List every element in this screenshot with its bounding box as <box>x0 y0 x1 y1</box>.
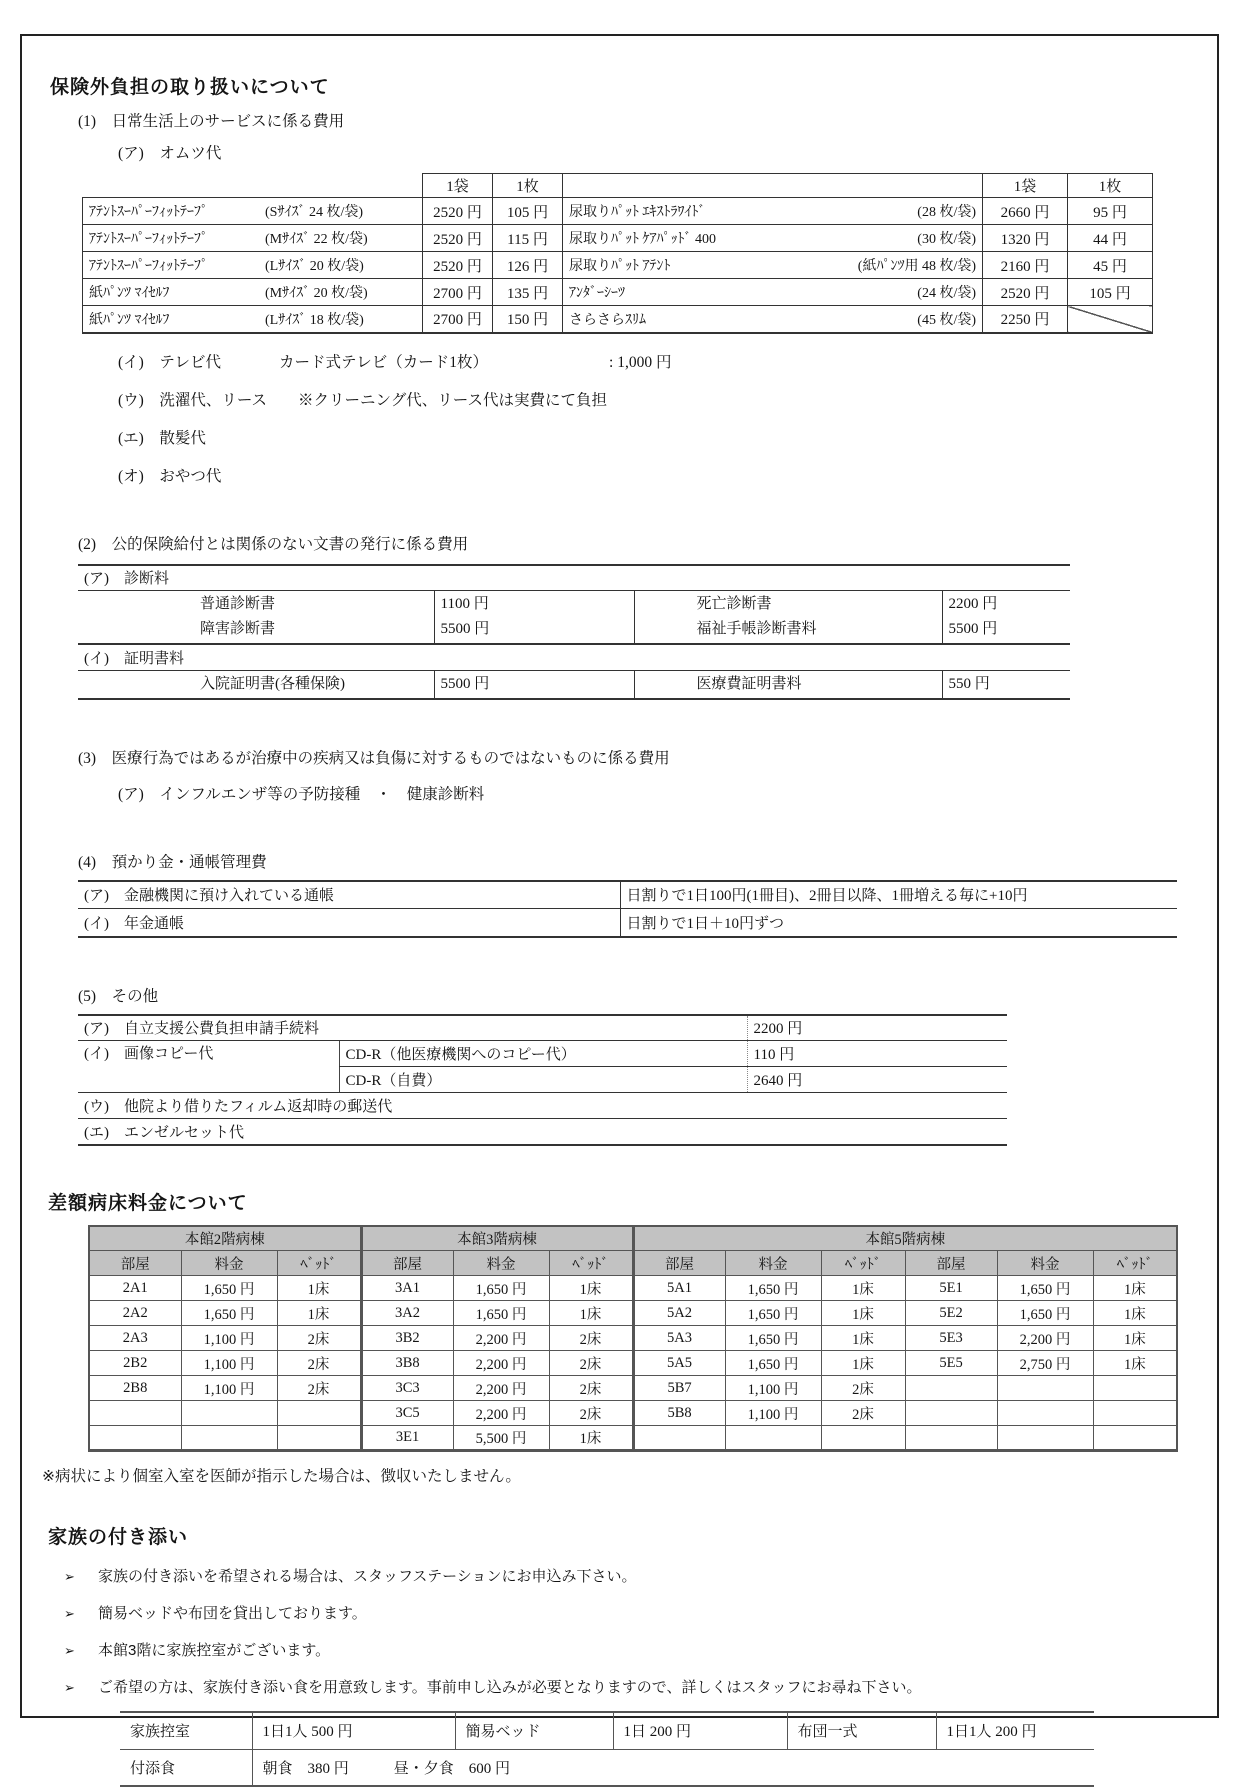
arrow-bullet-icon: ➢ <box>64 1606 75 1621</box>
bed: 1床 <box>549 1301 633 1326</box>
snack-fee-line: (オ) おやつ代 <box>118 467 222 485</box>
bed: 1床 <box>1093 1351 1177 1376</box>
price: 105 円 <box>493 198 563 225</box>
bed: 2床 <box>549 1326 633 1351</box>
bed: 2床 <box>549 1351 633 1376</box>
room: 5A2 <box>633 1301 725 1326</box>
fee <box>725 1426 821 1451</box>
table-row <box>78 1041 1007 1067</box>
item: 尿取りﾊﾟｯﾄ ｱﾃﾝﾄ (紙ﾊﾟﾝﾂ用 48 枚/袋) <box>563 252 983 279</box>
item: 入院証明書(各種保険) <box>78 670 434 699</box>
fee: 1,650 円 <box>181 1276 277 1301</box>
price: 2520 円 <box>423 198 493 225</box>
bed: 1床 <box>277 1301 361 1326</box>
table-row <box>89 1276 1177 1301</box>
col-bed: ﾍﾞｯﾄﾞ <box>277 1251 361 1276</box>
col-header-bag: 1袋 <box>983 174 1068 198</box>
bed: 1床 <box>549 1276 633 1301</box>
room: 3E1 <box>361 1426 453 1451</box>
item-3-heading: (3) 医療行為ではあるが治療中の疾病又は負傷に対するものではないものに係る費用 <box>78 749 670 767</box>
family-attendance-fee-table <box>120 1711 1094 1787</box>
bed: 2床 <box>821 1401 905 1426</box>
bed: 1床 <box>1093 1276 1177 1301</box>
room <box>905 1376 997 1401</box>
item: ｱﾃﾝﾄｽｰﾊﾟｰﾌｨｯﾄﾃｰﾌﾟ (Lｻｲｽﾞ 20 枚/袋) <box>83 252 423 279</box>
list-item: ➢ 家族の付き添いを希望される場合は、スタッフステーションにお申込み下さい。 <box>64 1568 637 1585</box>
bed <box>1093 1426 1177 1451</box>
bed: 1床 <box>1093 1326 1177 1351</box>
fee <box>181 1401 277 1426</box>
item-4-heading: (4) 預かり金・通帳管理費 <box>78 853 267 871</box>
price: 44 円 <box>1068 225 1153 252</box>
price: 日割りで1日100円(1冊目)、2冊目以降、1冊増える毎に+10円 <box>620 881 1177 909</box>
fee: 2,200 円 <box>453 1376 549 1401</box>
table-header-row <box>83 174 1153 198</box>
item: 紙ﾊﾟﾝﾂ ﾏｲｾﾙﾌ (Lｻｲｽﾞ 18 枚/袋) <box>83 306 423 333</box>
table-row <box>89 1351 1177 1376</box>
col-fee: 料金 <box>997 1251 1093 1276</box>
room: 5B7 <box>633 1376 725 1401</box>
tv-fee-line <box>118 350 1203 372</box>
ward-name: 本館3階病棟 <box>361 1226 633 1251</box>
price: 45 円 <box>1068 252 1153 279</box>
price: 2520 円 <box>423 225 493 252</box>
col-fee: 料金 <box>725 1251 821 1276</box>
bed: 2床 <box>277 1376 361 1401</box>
bed: 1床 <box>821 1301 905 1326</box>
col-header-bag: 1袋 <box>423 174 493 198</box>
room: 5A3 <box>633 1326 725 1351</box>
blank-header-cell <box>563 174 983 198</box>
item: (ウ) 他院より借りたフィルム返却時の郵送代 <box>78 1093 1007 1119</box>
room <box>905 1426 997 1451</box>
blank-corner-cell <box>83 174 423 198</box>
fee: 1,650 円 <box>453 1301 549 1326</box>
room: 3B2 <box>361 1326 453 1351</box>
room: 2A2 <box>89 1301 181 1326</box>
item: 付添食 <box>120 1749 252 1786</box>
fee <box>997 1401 1093 1426</box>
table-row <box>78 909 1177 937</box>
item: 死亡診断書 福祉手帳診断書料 <box>634 591 942 645</box>
price: 2160 円 <box>983 252 1068 279</box>
price: 2200 円 <box>747 1015 1007 1041</box>
subsection-label: (イ) 証明書料 <box>78 644 1070 670</box>
price: 1日1人 500 円 <box>252 1712 455 1749</box>
fee: 2,750 円 <box>997 1351 1093 1376</box>
room: 5E1 <box>905 1276 997 1301</box>
room: 3A1 <box>361 1276 453 1301</box>
room: 5A5 <box>633 1351 725 1376</box>
price: 朝食 380 円 昼・夕食 600 円 <box>252 1749 1094 1786</box>
table-row <box>89 1376 1177 1401</box>
fee <box>997 1426 1093 1451</box>
title-bed-charges: 差額病床料金について <box>48 1192 248 1214</box>
table-row <box>83 279 1153 306</box>
document-fee-table <box>78 564 1070 700</box>
fee: 2,200 円 <box>453 1326 549 1351</box>
bed: 1床 <box>821 1351 905 1376</box>
list-item: ➢ 簡易ベッドや布団を貸出しております。 <box>64 1605 367 1622</box>
item: ｱﾃﾝﾄｽｰﾊﾟｰﾌｨｯﾄﾃｰﾌﾟ (Mｻｲｽﾞ 22 枚/袋) <box>83 225 423 252</box>
fee: 5,500 円 <box>453 1426 549 1451</box>
bed <box>277 1401 361 1426</box>
price: 105 円 <box>1068 279 1153 306</box>
fee: 1,100 円 <box>725 1401 821 1426</box>
ward-name: 本館5階病棟 <box>633 1226 1177 1251</box>
fee: 1,100 円 <box>181 1376 277 1401</box>
fee: 1,100 円 <box>725 1376 821 1401</box>
table-row <box>89 1401 1177 1426</box>
price: 150 円 <box>493 306 563 333</box>
bed: 1床 <box>1093 1301 1177 1326</box>
bed-charge-table <box>88 1225 1178 1453</box>
bed: 1床 <box>821 1276 905 1301</box>
item: さらさらｽﾘﾑ (45 枚/袋) <box>563 306 983 333</box>
diagonal-slash-cell <box>1068 306 1153 333</box>
fee: 1,650 円 <box>725 1326 821 1351</box>
table-row <box>78 881 1177 909</box>
arrow-bullet-icon: ➢ <box>64 1643 75 1658</box>
haircut-fee-line: (エ) 散髪代 <box>118 429 206 447</box>
price: 1100 円 5500 円 <box>434 591 634 645</box>
item: CD-R（自費） <box>339 1067 747 1093</box>
col-header-sheet: 1枚 <box>1068 174 1153 198</box>
room: 2B2 <box>89 1351 181 1376</box>
price: 550 円 <box>942 670 1070 699</box>
room <box>89 1401 181 1426</box>
bed: 2床 <box>277 1351 361 1376</box>
room: 3B8 <box>361 1351 453 1376</box>
room: 2A1 <box>89 1276 181 1301</box>
price: 2200 円 5500 円 <box>942 591 1070 645</box>
table-row <box>89 1301 1177 1326</box>
room: 2B8 <box>89 1376 181 1401</box>
table-row <box>78 670 1070 699</box>
item: 紙ﾊﾟﾝﾂ ﾏｲｾﾙﾌ (Mｻｲｽﾞ 20 枚/袋) <box>83 279 423 306</box>
fee: 2,200 円 <box>453 1401 549 1426</box>
bed: 1床 <box>549 1426 633 1451</box>
bed: 2床 <box>821 1376 905 1401</box>
price: 2250 円 <box>983 306 1068 333</box>
item: (エ) エンゼルセット代 <box>78 1119 1007 1145</box>
room: 3C5 <box>361 1401 453 1426</box>
room: 3A2 <box>361 1301 453 1326</box>
item: ｱﾝﾀﾞｰｼｰﾂ (24 枚/袋) <box>563 279 983 306</box>
fee: 1,650 円 <box>997 1276 1093 1301</box>
room: 5E2 <box>905 1301 997 1326</box>
item-5-heading: (5) その他 <box>78 987 159 1005</box>
col-room: 部屋 <box>633 1251 725 1276</box>
table-row <box>78 591 1070 645</box>
room <box>89 1426 181 1451</box>
ward-header-row <box>89 1226 1177 1251</box>
item: (ア) 自立支援公費負担申請手続料 <box>78 1015 747 1041</box>
item: 尿取りﾊﾟｯﾄ ｹｱﾊﾟｯﾄﾞ 400 (30 枚/袋) <box>563 225 983 252</box>
bed: 1床 <box>277 1276 361 1301</box>
price: 2700 円 <box>423 306 493 333</box>
fee: 1,650 円 <box>725 1276 821 1301</box>
room <box>633 1426 725 1451</box>
table-row <box>120 1712 1094 1749</box>
item: 布団一式 <box>787 1712 936 1749</box>
tv-fee-label: (イ) テレビ代 <box>118 353 222 371</box>
tv-fee-desc: カード式テレビ（カード1枚） <box>279 353 488 371</box>
private-room-note: ※病状により個室入室を医師が指示した場合は、徴収いたしません。 <box>42 1468 521 1485</box>
table-row <box>83 306 1153 333</box>
fee <box>181 1426 277 1451</box>
price: 2700 円 <box>423 279 493 306</box>
col-bed: ﾍﾞｯﾄﾞ <box>549 1251 633 1276</box>
bed: 2床 <box>549 1401 633 1426</box>
item-1-heading: (1) 日常生活上のサービスに係る費用 <box>78 113 345 130</box>
room: 5E3 <box>905 1326 997 1351</box>
fee: 1,650 円 <box>181 1301 277 1326</box>
item: 簡易ベッド <box>455 1712 613 1749</box>
other-fee-table <box>78 1014 1007 1146</box>
price: 5500 円 <box>434 670 634 699</box>
table-row <box>89 1326 1177 1351</box>
fee: 2,200 円 <box>997 1326 1093 1351</box>
table-row <box>120 1749 1094 1786</box>
price: 2520 円 <box>423 252 493 279</box>
bed: 1床 <box>821 1326 905 1351</box>
fee: 2,200 円 <box>453 1351 549 1376</box>
price: 2660 円 <box>983 198 1068 225</box>
col-room: 部屋 <box>361 1251 453 1276</box>
title-non-insurance-charges: 保険外負担の取り扱いについて <box>50 77 330 98</box>
arrow-bullet-icon: ➢ <box>64 1569 75 1584</box>
title-family-attendance: 家族の付き添い <box>48 1527 189 1548</box>
room: 5B8 <box>633 1401 725 1426</box>
price: 1日1人 200 円 <box>936 1712 1094 1749</box>
col-bed: ﾍﾞｯﾄﾞ <box>1093 1251 1177 1276</box>
price: 2520 円 <box>983 279 1068 306</box>
list-item: ➢ 本館3階に家族控室がございます。 <box>64 1642 331 1659</box>
arrow-bullet-icon: ➢ <box>64 1680 75 1695</box>
table-row <box>89 1426 1177 1451</box>
bed <box>1093 1401 1177 1426</box>
passbook-fee-table <box>78 880 1177 938</box>
fee: 1,650 円 <box>997 1301 1093 1326</box>
list-item: ➢ ご希望の方は、家族付き添い食を用意致します。事前申し込みが必要となりますので、詳しくはスタッフにお尋ね下さい。 <box>64 1679 922 1696</box>
col-fee: 料金 <box>453 1251 549 1276</box>
item: 尿取りﾊﾟｯﾄ ｴｷｽﾄﾗﾜｲﾄﾞ (28 枚/袋) <box>563 198 983 225</box>
tv-fee-price: : 1,000 円 <box>609 353 672 371</box>
table-row <box>83 252 1153 279</box>
price: 126 円 <box>493 252 563 279</box>
table-row <box>78 1093 1007 1119</box>
laundry-fee-line: (ウ) 洗濯代、リース ※クリーニング代、リース代は実費にて負担 <box>118 391 607 409</box>
price: 135 円 <box>493 279 563 306</box>
price: 110 円 <box>747 1041 1007 1067</box>
bed <box>821 1426 905 1451</box>
item: ｱﾃﾝﾄｽｰﾊﾟｰﾌｨｯﾄﾃｰﾌﾟ (Sｻｲｽﾞ 24 枚/袋) <box>83 198 423 225</box>
table-row <box>78 1119 1007 1145</box>
fee: 1,100 円 <box>181 1326 277 1351</box>
column-header-row <box>89 1251 1177 1276</box>
item-2-heading: (2) 公的保険給付とは関係のない文書の発行に係る費用 <box>78 535 469 553</box>
bed: 2床 <box>277 1326 361 1351</box>
room: 3C3 <box>361 1376 453 1401</box>
item-3a-heading: (ア) インフルエンザ等の予防接種 ・ 健康診断料 <box>118 785 485 803</box>
price: 1320 円 <box>983 225 1068 252</box>
ward-name: 本館2階病棟 <box>89 1226 361 1251</box>
table-row <box>78 1015 1007 1041</box>
fee: 1,650 円 <box>725 1301 821 1326</box>
bed <box>277 1426 361 1451</box>
bed: 2床 <box>549 1376 633 1401</box>
item: 家族控室 <box>120 1712 252 1749</box>
item: CD-R（他医療機関へのコピー代） <box>339 1041 747 1067</box>
col-room: 部屋 <box>89 1251 181 1276</box>
col-bed: ﾍﾞｯﾄﾞ <box>821 1251 905 1276</box>
table-row <box>83 198 1153 225</box>
room: 2A3 <box>89 1326 181 1351</box>
fee: 1,650 円 <box>453 1276 549 1301</box>
price: 115 円 <box>493 225 563 252</box>
fee: 1,650 円 <box>725 1351 821 1376</box>
item: (ア) 金融機関に預け入れている通帳 <box>78 881 620 909</box>
room: 5A1 <box>633 1276 725 1301</box>
item-1a-heading: (ア) オムツ代 <box>118 145 222 162</box>
room: 5E5 <box>905 1351 997 1376</box>
col-fee: 料金 <box>181 1251 277 1276</box>
col-room: 部屋 <box>905 1251 997 1276</box>
subsection-row <box>78 565 1070 591</box>
subsection-label: (ア) 診断料 <box>78 565 1070 591</box>
diaper-price-table <box>82 173 1153 334</box>
table-row <box>83 225 1153 252</box>
price: 日割りで1日＋10円ずつ <box>620 909 1177 937</box>
price: 1日 200 円 <box>613 1712 787 1749</box>
room <box>905 1401 997 1426</box>
page-border <box>20 34 1219 1777</box>
bed <box>1093 1376 1177 1401</box>
price: 2640 円 <box>747 1067 1007 1093</box>
item: (イ) 画像コピー代 <box>78 1041 339 1093</box>
fee <box>997 1376 1093 1401</box>
item: (イ) 年金通帳 <box>78 909 620 937</box>
item: 普通診断書 障害診断書 <box>78 591 434 645</box>
price: 95 円 <box>1068 198 1153 225</box>
fee: 1,100 円 <box>181 1351 277 1376</box>
subsection-row <box>78 644 1070 670</box>
col-header-sheet: 1枚 <box>493 174 563 198</box>
item: 医療費証明書料 <box>634 670 942 699</box>
